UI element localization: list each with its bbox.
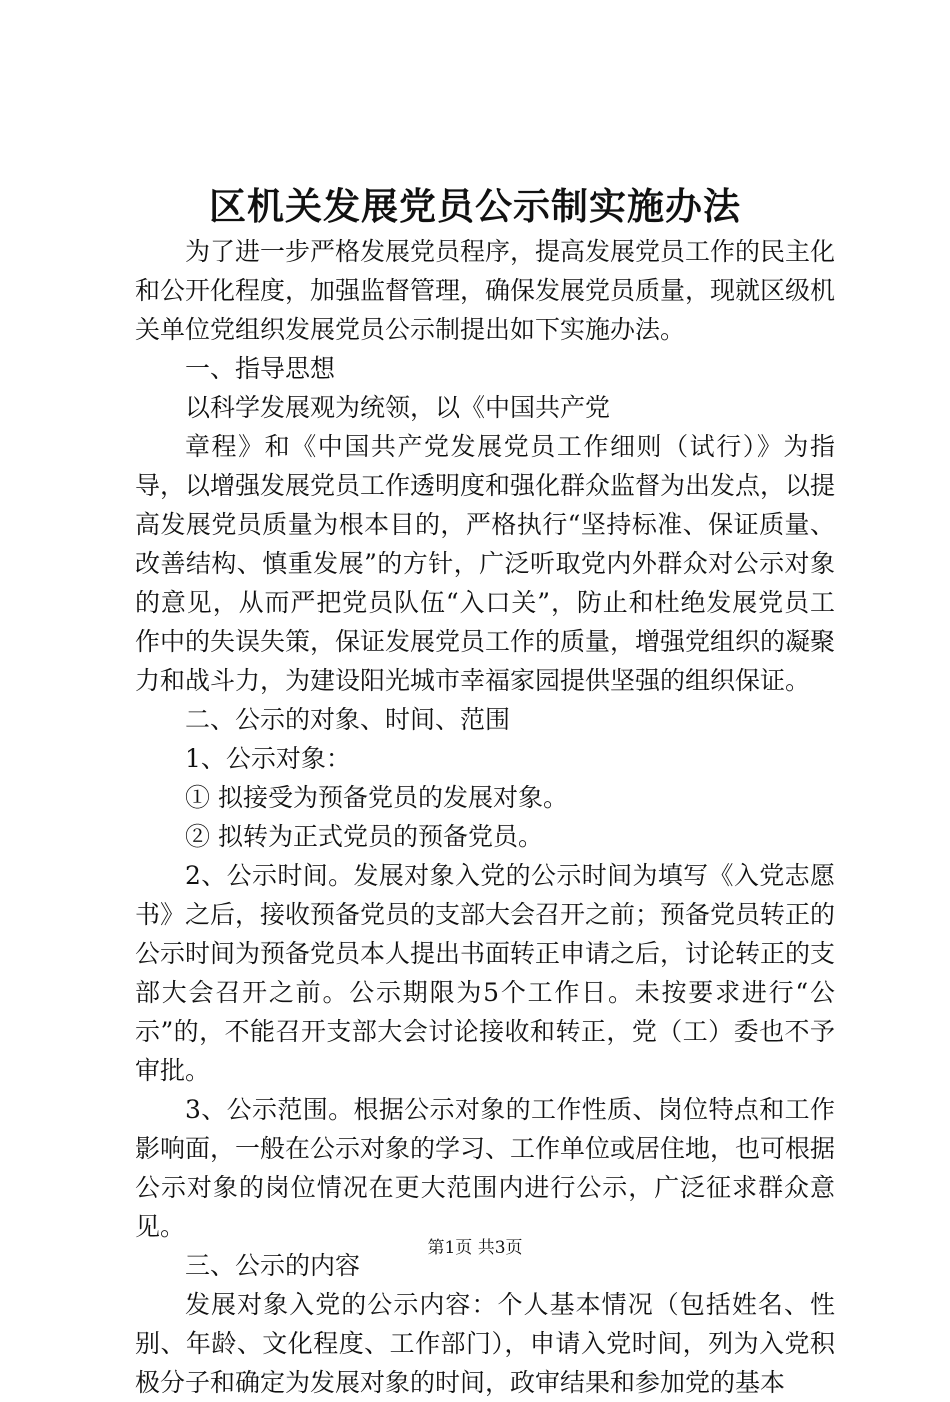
list-item-1: ① 拟接受为预备党员的发展对象。 xyxy=(185,783,568,812)
section-heading-1: 一、指导思想 xyxy=(185,354,336,383)
paragraph-intro: 为了进一步严格发展党员程序，提高发展党员工作的民主化和公开化程度，加强监督管理，确保发展党员质量，现就区级机关单位党组织发展党员公示制提出如下实施办法。 xyxy=(135,237,836,344)
paragraph-content: 发展对象入党的公示内容：个人基本情况（包括姓名、性别、年龄、文化程度、工作部门），申请入党时间，列为入党积极分子和确定为发展对象的时间，政审结果和参加党的基本 xyxy=(135,1290,835,1397)
paragraph-guiding-body: 章程》和《中国共产党发展党员工作细则（试行）》为指导，以增强发展党员工作透明度和强化群众监督为出发点，以提高发展党员质量为根本目的，严格执行“坚持标准、保证质量、改善结构、慎重发展”的方针，广泛听取党内外群众对公示对象的意见，从而严把党员队伍“入口关”，防止和杜绝发展党员工作中的失误失策，保证发展党员工作的质量，增强党组织的凝聚力和战斗力，为建设阳光城市幸福家园提供坚强的组织保证。 xyxy=(135,432,836,695)
subheading-objects: 1、公示对象： xyxy=(185,744,351,773)
paragraph-time: 2、公示时间。发展对象入党的公示时间为填写《入党志愿书》之后，接收预备党员的支部大会召开之前；预备党员转正的公示时间为预备党员本人提出书面转正申请之后，讨论转正的支部大会召开之前。公示期限为5个工作日。未按要求进行“公示”的，不能召开支部大会讨论接收和转正，党（工）委也不予审批。 xyxy=(135,861,836,1085)
document-body xyxy=(135,232,835,1402)
document-title: 区机关发展党员公示制实施办法 xyxy=(209,184,741,228)
page-footer: 第1页 共3页 xyxy=(427,1238,523,1258)
section-heading-2: 二、公示的对象、时间、范围 xyxy=(185,705,511,734)
paragraph-scope: 3、公示范围。根据公示对象的工作性质、岗位特点和工作影响面，一般在公示对象的学习、工作单位或居住地，也可根据公示对象的岗位情况在更大范围内进行公示，广泛征求群众意见。 xyxy=(135,1095,836,1241)
paragraph-guiding-start: 以科学发展观为统领，以《中国共产党 xyxy=(185,393,611,422)
list-item-2: ② 拟转为正式党员的预备党员。 xyxy=(185,822,543,851)
section-heading-3: 三、公示的内容 xyxy=(185,1251,361,1280)
